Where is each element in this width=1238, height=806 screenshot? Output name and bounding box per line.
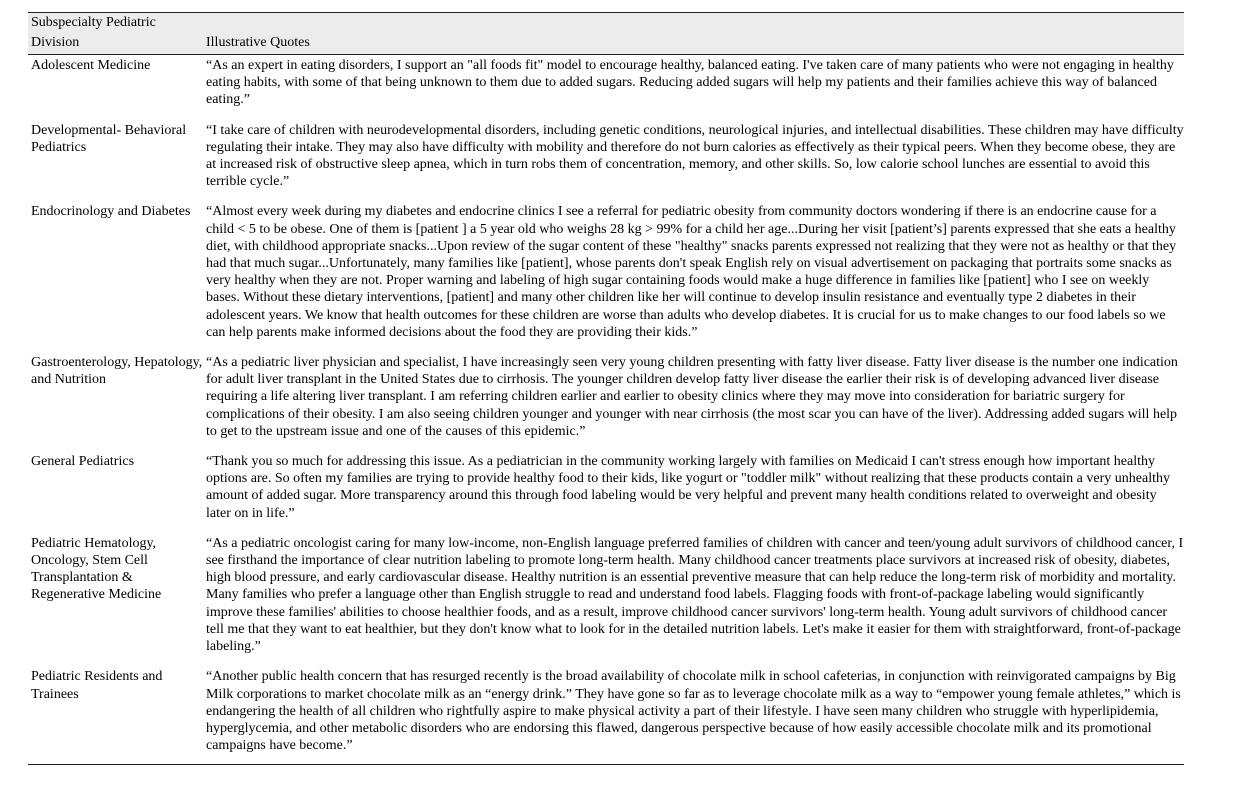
- table-body: [28, 55, 1184, 765]
- quotes-table: [28, 12, 1184, 765]
- table-row: [28, 535, 1184, 668]
- table-row: [28, 354, 1184, 453]
- division-cell: Adolescent Medicine: [31, 58, 151, 73]
- table-row: [28, 668, 1184, 765]
- quote-cell: “Another public health concern that has resurged recently is the broad availability of chocolate milk in school cafeterias, in conjunction with reinvigorated campaigns by Big Milk corporations to market chocolate milk as an “energy drink.” They have gone so far as to leverage chocolate milk as a way to “empower young female athletes,” which is endangering the health of all children who rightfully aspire to make physical activity a part of their lifestyle. I have seen many children who struggle with hyperlipidemia, hyperglycemia, and other metabolic disorders who are endorsing this flawed, dangerous perspective because of how easily accessible chocolate milk and its promotional campaigns have become.”: [203, 668, 1184, 765]
- division-cell: Endocrinology and Diabetes: [31, 204, 191, 220]
- quote-cell: “I take care of children with neurodevelopmental disorders, including genetic conditions, neurological injuries, and intellectual disabilities. These children may have difficulty regulating their intake. They may also have difficulty with mobility and therefore do not burn calories as effectively as their typical peers. When they become obese, they are at increased risk of obstructive sleep apnea, which in turn robs them of concentration, memory, and other skills. So, low calorie school lunches are essential to avoid this terrible cycle.”: [206, 122, 1184, 190]
- division-cell: Pediatric Residents and Trainees: [28, 668, 203, 765]
- division-cell: Developmental- Behavioral Pediatrics: [31, 122, 187, 155]
- column-header-division: Subspecialty Pediatric Division: [28, 13, 203, 55]
- table-row: [28, 55, 1184, 122]
- division-cell: General Pediatrics: [31, 454, 135, 470]
- table-row: [28, 203, 1184, 354]
- table-row: [28, 453, 1184, 535]
- quote-cell: “As a pediatric oncologist caring for many low-income, non-English language preferred families of children with cancer and teen/young adult survivors of childhood cancer, I see firsthand the importance of clear nutrition labeling to promote long-term health. Many childhood cancer treatments place survivors at increased risk of obesity, diabetes, high blood pressure, and early cardiovascular disease. Healthy nutrition is an essential preventive measure that can help reduce the long-term risk of morbidity and mortality. Many families who prefer a language other than English struggle to read and understand food labels. Flagging foods with front-of-package labeling would significantly improve these families' abilities to choose healthier foods, and as a result, improve childhood cancer survivors' long-term health. Young adult survivors of childhood cancer tell me that they want to eat healthier, but they don't know what to look for in the detailed nutrition labels. Let's make it easier for them with straightforward, front-of-package labeling.”: [206, 535, 1184, 655]
- column-header-quotes: Illustrative Quotes: [203, 13, 1184, 55]
- quote-cell: “Almost every week during my diabetes and endocrine clinics I see a referral for pediatric obesity from community doctors wondering if there is an endocrine cause for a child < 5 to be obese. One of them is [patient ] a 5 year old who weighs 28 kg > 99% for a child her age...During her visit [patient’s] parents expressed that she eats a healthy diet, with childhood appropriate snacks...Upon review of the sugar content of these "healthy" snacks parents expressed not realizing that they were not as healthy or that they had that much sugar...Unfortunately, many families like [patient], whose parents don't speak English rely on visual advertisement on packaging that portraits some snacks as very healthy when they are not. Proper warning and labeling of high sugar containing foods would make a huge difference in families like [patient] who I see on weekly bases. Without these dietary interventions, [patient] and many other children like her will continue to develop insulin resistance and eventually type 2 diabetes in their adolescent years. We know that health outcomes for these children are worse than adults who develop diabetes. It is crucial for us to make changes to our food labels so we can help parents make informed decisions about the food they are providing their kids.”: [206, 204, 1177, 340]
- header-row: [28, 13, 1184, 55]
- quote-cell: “As an expert in eating disorders, I support an "all foods fit" model to encourage healthy, balanced eating. I've taken care of many patients who were not engaging in healthy eating habits, with some of that being unknown to them due to added sugars. Reducing added sugars will help my patients and their families achieve this way of balanced eating.”: [206, 58, 1174, 108]
- division-cell: Gastroenterology, Hepatology, and Nutrition: [31, 355, 203, 388]
- table-row: [28, 122, 1184, 204]
- quote-cell: “As a pediatric liver physician and specialist, I have increasingly seen very young children presenting with fatty liver disease. Fatty liver disease is the number one indication for adult liver transplant in the United States due to cirrhosis. The younger children develop fatty liver disease the earlier their risk is of developing advanced liver disease requiring a life altering liver transplant. I am referring children earlier and earlier to obesity clinics where they may move into consideration for bariatric surgery for complications of their obesity. I am also seeing children younger and younger with near cirrhosis (the most scar you can have of the liver). Addressing added sugars will help to get to the upstream issue and one of the causes of this epidemic.”: [206, 355, 1178, 439]
- division-cell: Pediatric Hematology, Oncology, Stem Cell Transplantation & Regenerative Medicine: [31, 535, 162, 603]
- table-header: [28, 13, 1184, 55]
- quote-cell: “Thank you so much for addressing this issue. As a pediatrician in the community working largely with families on Medicaid I can't stress enough how important healthy options are. So often my families are trying to provide healthy food to their kids, like yogurt or "toddler milk" without realizing that these products contain a very unhealthy amount of added sugar. More transparency around this through food labeling would be very helpful and prevent many health conditions related to overweight and obesity later on in life.”: [206, 454, 1170, 521]
